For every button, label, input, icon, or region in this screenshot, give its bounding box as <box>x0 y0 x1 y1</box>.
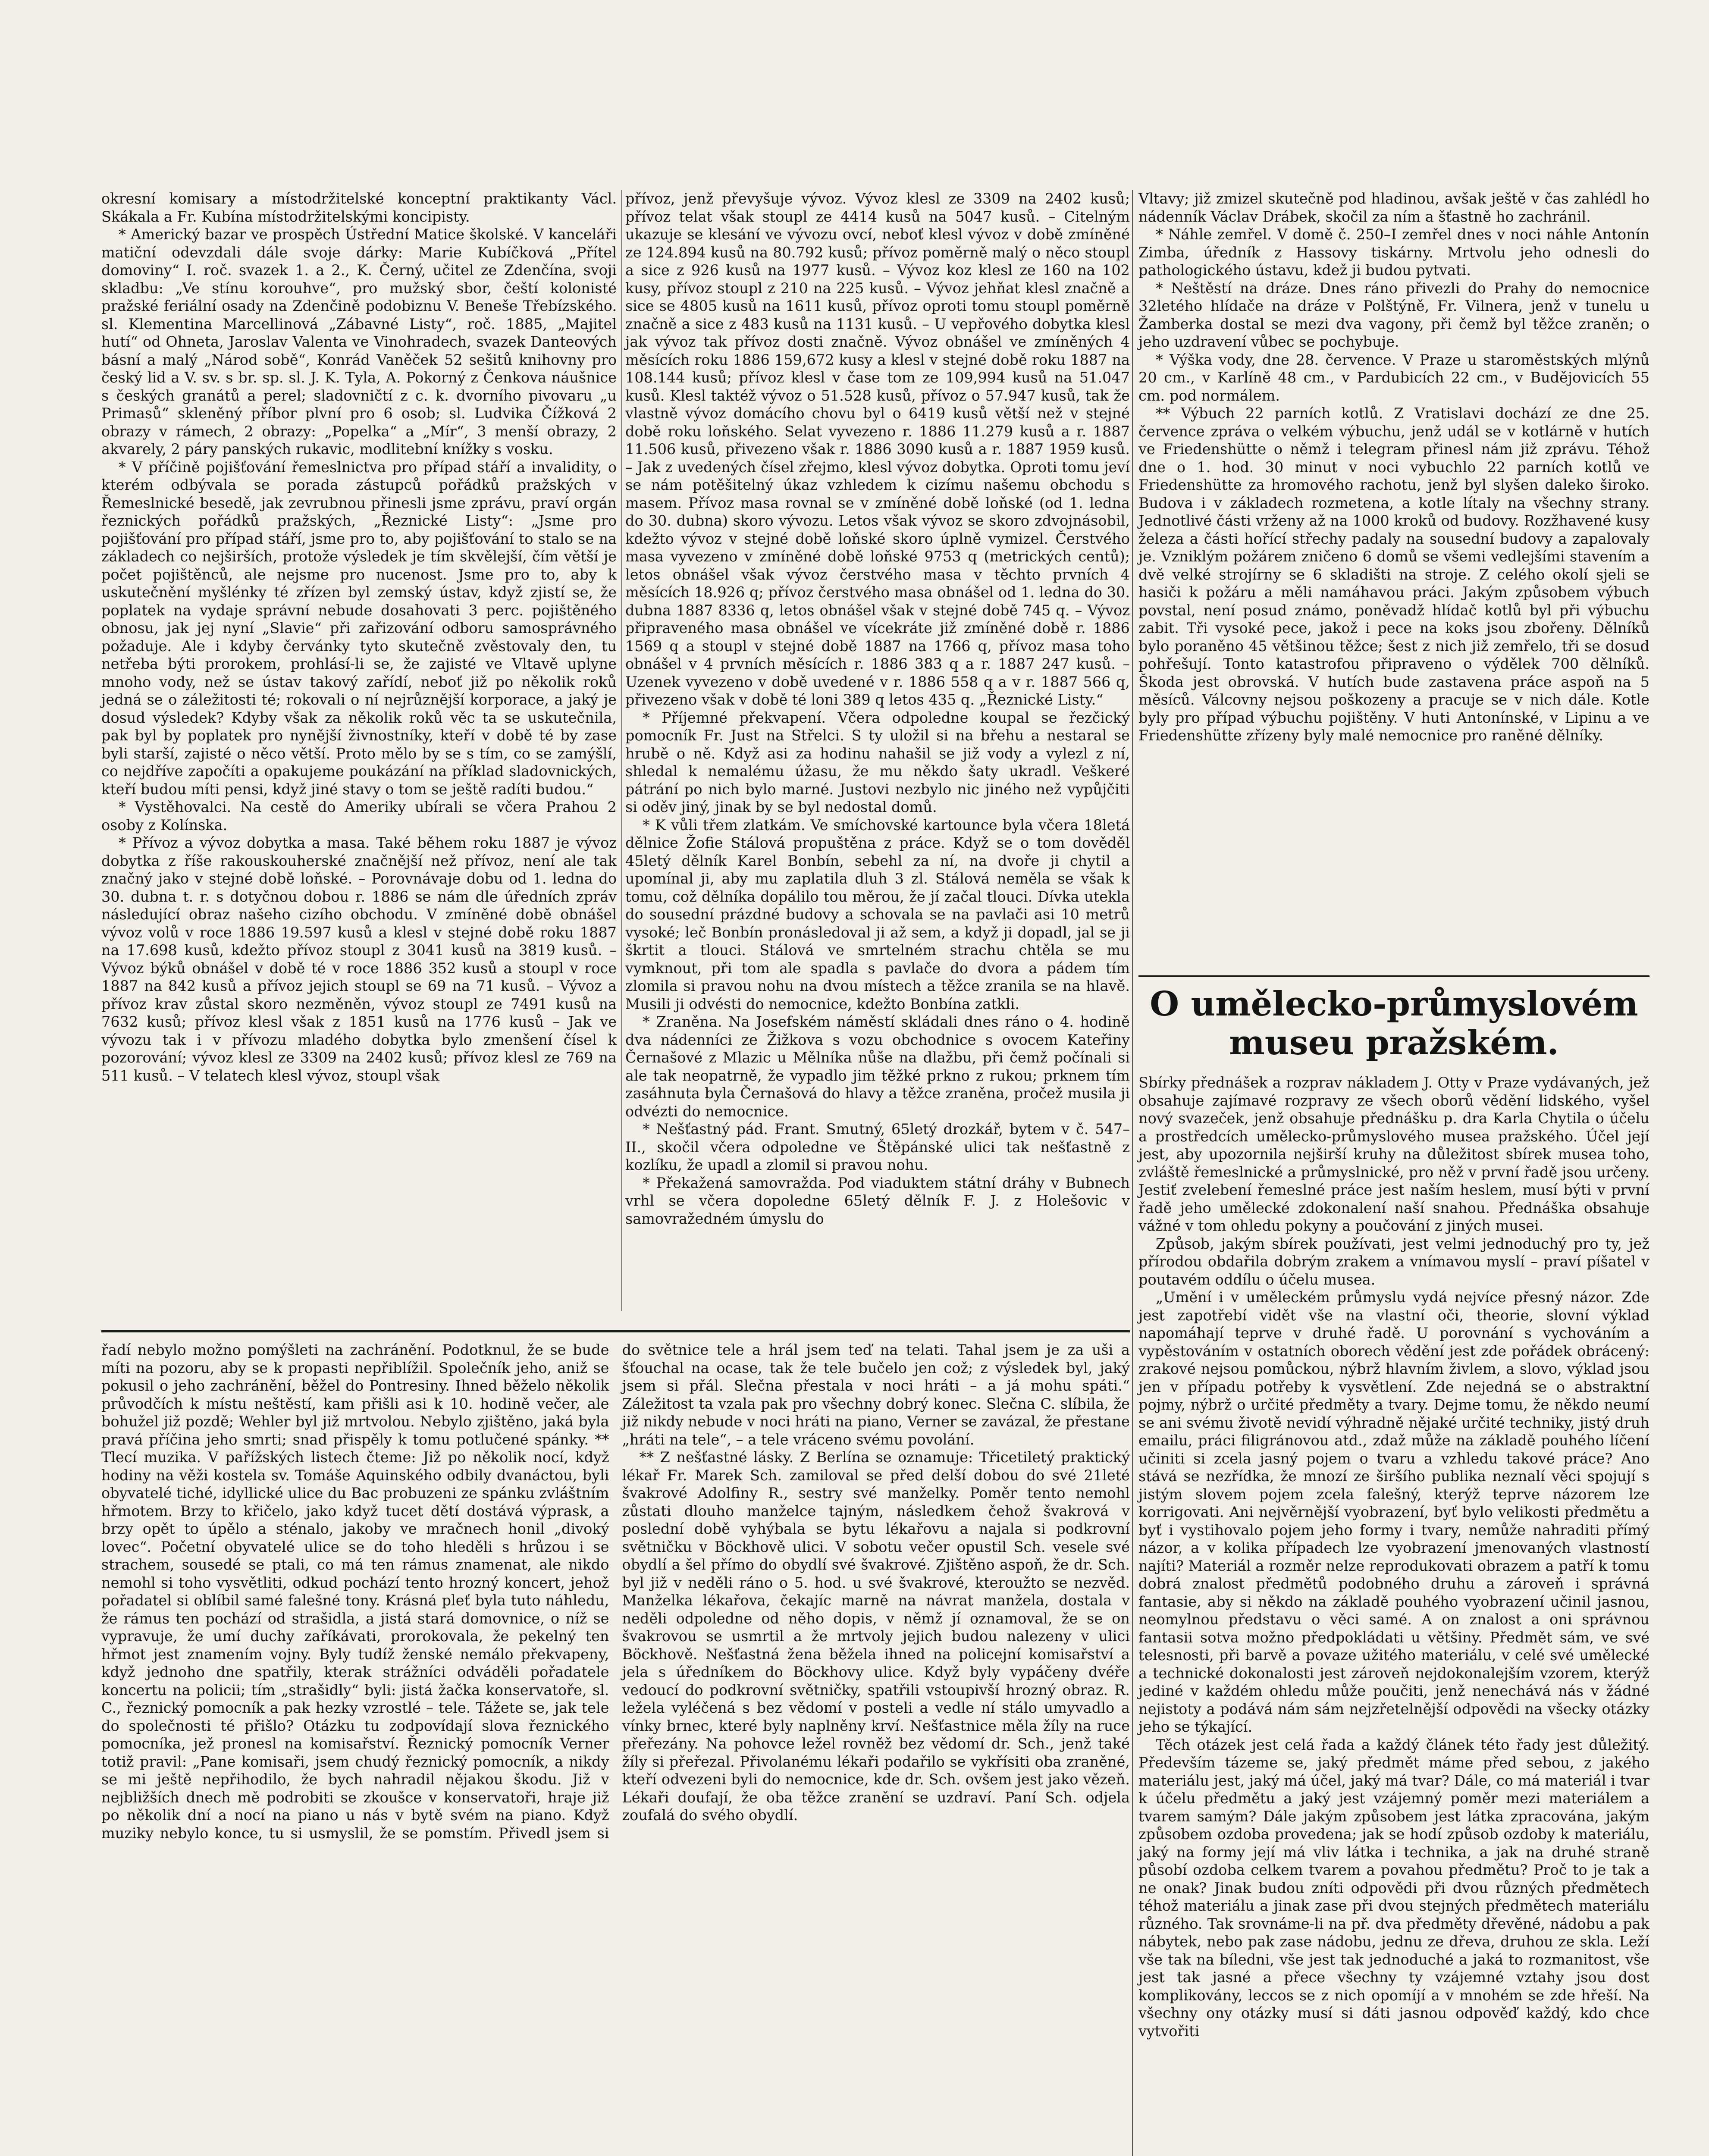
column-2-top <box>625 190 1130 1228</box>
paragraph: Sbírky přednášek a rozprav nákladem J. Otty v Praze vydávaných, jež obsahuje zajímavé rozpravy ze všech oborů vědění lidského, vyšel nový svazeček, jenž obsahuje přednášku p. dra Karla Chytila o účelu a prostředcích umělecko-průmyslového musea pražského. Účel její jest, aby upozornila nejširší kruhy na důležitost sbírek musea toho, zvláště řemeslnické a průmyslnické, pro něž v první řadě jsou určeny. Jestiť zvelebení řemeslné práce jest naším heslem, musí býti v první řadě jeho umělecké zdokonalení naší snahou. Přednáška obsahuje vážné v tom ohledu pokyny a poučování z jiných musei. <box>1138 1074 1649 1234</box>
column-3-bottom <box>1138 1074 1649 2040</box>
paragraph: ** Výbuch 22 parních kotlů. Z Vratislavi dochází ze dne 25. července zpráva o velkém výbuchu, jenž udál se v kotlárně v hutích ve Friedenshütte o němž i telegram přinesl nám již zprávu. Téhož dne o 1. hod. 30 minut v noci vybuchlo 22 parních kotlů ve Friedenshütte za hromového rachotu, jenž byl slyšen daleko široko. Budova i v základech rozmetena, a kotle lítaly na všechny strany. Jednotlivé části vrženy až na 1000 kroků od budovy. Rozžhavené kusy železa a části hořící střechy padaly na sousední budovy a zapalovaly je. Vzniklým požárem zničeno 6 domů se všemi vedlejšími stavením a dvě velké strojírny se 6 skladišti na stroje. Z celého okolí sjeli se hasiči k požáru a měli namáhavou práci. Jakým způsobem výbuch povstal, není posud známo, poněvadž hlídač kotlů byl při výbuchu zabit. Tři vysoké pece, jakož i pece na koks jsou zbořeny. Dělníků bylo poraněno 45 většinou těžce; šest z nich již zemřelo, tři se dosud pohřešují. Tonto katastrofou připraveno o výdělek 700 dělníků. Škoda jest obrovská. V hutích bude zastavena práce aspoň na 5 měsíců. Válcovny nejsou poškozeny a pracuje se v nich dále. Kotle byly pro případ výbuchu pojištěny. V huti Antonínské, v Lipinu a ve Friedenshütte zřízeny byly malé nemocnice pro raněné dělníky. <box>1138 405 1649 744</box>
section-rule <box>101 1330 1130 1332</box>
column-3-top <box>1138 190 1649 745</box>
paragraph: * Americký bazar ve prospěch Ústřední Matice školské. V kanceláři matiční odevzdali dále svoje dárky: Marie Kubíčková „Přítel domoviny“ I. roč. svazek 1. a 2., K. Černý, učitel ze Zdenčína, svoji skladbu: „Ve stínu korouhve“, pro mužský sbor, čeští kolonisté pražské feriální osady na Zdenčině podobiznu V. Beneše Třebízského. sl. Klementina Marcellinová „Zábavné Listy“, roč. 1885, „Majitel hutí“ od Ohneta, Jaroslav Valenta ve Vinohradech, svazek Danteových básní a malý „Národ sobě“, Konrád Vaněček 52 sešitů knihovny pro český lid a V. sv. s br. sp. sl. J. K. Tyla, A. Pokorný z Čenkova náušnice s českých granátů a perel; sladovničtí z c. k. dvorního pivovaru „u Primasů“ skleněný příbor plvní pro 6 osob; sl. Ludvika Čížková 2 obrazy v rámech, 2 obrazy: „Popelka“ a „Mír“, 3 menší obrazy, 2 akvarely, 2 páry panských rukavic, modlitební knížky s vosku. <box>101 226 617 458</box>
paragraph: okresní komisary a místodržitelské konceptní praktikanty Václ. Skákala a Fr. Kubína místodržitelskými koncipisty. <box>101 190 617 225</box>
paragraph: Vltavy; již zmizel skutečně pod hladinou, avšak ještě v čas zahlédl ho nádenník Václav Drábek, skočil za ním a šťastně ho zachránil. <box>1138 190 1649 225</box>
article-heading: O umělecko-průmyslovém museu pražském. <box>1150 984 1638 1062</box>
paragraph: „Umění i v uměleckém průmyslu vydá nejvíce přesný názor. Zde jest zapotřebí vidět vše na vlastní oči, theorie, slovní výklad napomáhají teprve v druhé řadě. U porovnání s vychováním a vypěstováním v ostatních oborech vědění jest zde pořádek obrácený: zrakové nejsou pomůckou, nýbrž hlavním živlem, a slovo, výklad jsou jen v případu potřeby k vysvětlení. Zde nejedná se o abstraktní pojmy, nýbrž o určité předměty a tvary. Dejme tomu, že někdo neumí se ani svému životě nevidí výhradně nějaké určité techniky, jistý druh emailu, práci filigránovou atd., zdaž může na základě pouhého líčení učiniti si zcela jasný pojem o tvaru a vzhledu takové práce? Ano stává se nezřídka, že mnozí ze širšího publika neznalí věci spojují s jistým slovem pojem zcela falešný, kterýž teprve názorem lze korrigovati. Ani nejvěrnější vyobrazení, byť bylo velikosti předmětu a byť i vystihovalo pojem jeho formy i tvary, nemůže nahraditi přímý názor, a v kolika případech lze vyobrazení jmenovaných vlastností najíti? Materiál a rozměr nelze reprodukovati obrazem a patří k tomu dobrá znalost předmětů podobného druhu a zároveň i správná fantasie, aby si někdo na základě pouhého vyobrazení učinil jasnou, neomylnou představu o věci samé. A on znalost a oni správnou fantasii sotva možno předpokládati u většiny. Předmět sám, ve své telesnosti, při barvě a povaze užitého materiálu, v celé své umělecké a technické dokonalosti jest zároveň nejdokonalejším vzorem, kterýž jediné v každém ohledu může poučiti, jenž nenechává nás v žádné nejistoty a podává nám sám nejzřetelnější odpovědi na všecky otázky jeho se týkající. <box>1138 1289 1649 1735</box>
paragraph: * Překažená samovražda. Pod viaduktem státní dráhy v Bubnech vrhl se včera dopoledne 65letý dělník F. J. z Holešovic v samovražedném úmyslu do <box>625 1174 1130 1227</box>
column-separator <box>621 190 622 1311</box>
paragraph: * Vystěhovalci. Na cestě do Ameriky ubírali se včera Prahou 2 osoby z Kolínska. <box>101 799 617 834</box>
paragraph: * Náhle zemřel. V domě č. 250–I zemřel dnes v noci náhle Antonín Zimba, úředník z Hassovy tiskárny. Mrtvolu jeho odnesli do pathologického ústavu, kdež ji budou pytvati. <box>1138 226 1649 279</box>
column-1-bottom <box>101 1341 1130 2156</box>
paragraph: Způsob, jakým sbírek používati, jest velmi jednoduchý pro ty, jež přírodou obdařila dobrým zrakem a vnímavou myslí – praví píšatel v poutavém oddílu o účelu musea. <box>1138 1235 1649 1288</box>
paragraph: * Přívoz a vývoz dobytka a masa. Také během roku 1887 je vývoz dobytka z říše rakouskouherské značnější než přívoz, není ale tak značný jako v stejné době loňské. – Porovnávaje dobu od 1. ledna do 30. dubna t. r. s dotyčnou dobou r. 1886 se nám dle úředních zpráv následující obraz našeho cizího obchodu. V zmíněné době obnášel vývoz volů v roce 1886 19.597 kusů a klesl v stejné době roku 1887 na 17.698 kusů, kdežto přívoz stoupl z 3041 kusů na 3819 kusů. – Vývoz býků obnášel v době té v roce 1886 352 kusů a stoupl v roce 1887 na 842 kusů a přívoz jejich stoupl se 69 na 71 kusů. – Vývoz a přívoz krav zůstal skoro nezměněn, vývoz stoupl ze 7491 kusů na 7632 kusů; přívoz klesl však z 1851 kusů na 1776 kusů – Jak ve vývozu tak i v přívozu mladého dobytka bylo zmenšení čísel k pozorování; vývoz klesl ze 3309 na 2402 kusů; přívoz klesl ze 769 na 511 kusů. – V telatech klesl vývoz, stoupl však <box>101 834 617 1084</box>
paragraph: Těch otázek jest celá řada a každý článek této řady jest důležitý. Především tázeme se, jaký předmět máme před sebou, z jakého materiálu jest, jaký má účel, jaký má tvar? Dále, co má materiál i tvar k účelu předmětu a jaký jest vzájemný poměr mezi materiálem a tvarem samým? Dále jakým způsobem jest látka zpracována, jakým způsobem ozdoba provedena; jak se hodí způsob ozdoby k materiálu, jaký na formy její má vliv látka i technika, a jak na druhé straně působí ozdoba celkem tvarem a povahou předmětu? Proč to je tak a ne onak? Jinak budou zníti odpovědi při dvou různých předmětech téhož materiálu a jinak zase při dvou stejných předmětech materiálu různého. Tak srovnáme-li na př. dva předměty dřevěné, nádobu a pak nábytek, nebo pak zase nádobu, jednu ze dřeva, druhou ze skla. Leží vše tak na bíledni, vše jest tak jednoduché a jaká to rozmanitost, vše jest tak jasné a přece všechny ty vzájemné vztahy jsou dost komplikovány, leccos se z nich opomíjí a v mnohém se zde hřeší. Na všechny ony otázky musí si dáti jasnou odpověď každý, kdo chce vytvořiti <box>1138 1736 1649 2040</box>
paragraph: přívoz, jenž převyšuje vývoz. Vývoz klesl ze 3309 na 2402 kusů; přívoz telat však stoupl ze 4414 kusů na 5047 kusů. – Citelným ukazuje se klesání ve vývozu ovcí, neboť klesl vývoz v době zmíněné ze 124.894 kusů na 80.792 kusů; přívoz poměrně malý o něco stoupl a sice z 926 kusů na 1977 kusů. – Vývoz koz klesl ze 160 na 102 kusy, přívoz stoupl z 210 na 225 kusů. – Vývoz jehňat klesl značně a sice se 4805 kusů na 1611 kusů, přívoz oproti tomu stoupl poměrně značně a sice z 483 kusů na 1131 kusů. – U vepřového dobytka klesl jak vývoz tak přívoz dosti značně. Vývoz obnášel ve zmíněných 4 měsících roku 1886 159,672 kusy a klesl v stejné době roku 1887 na 108.144 kusů; přívoz klesl v čase tom ze 109,994 kusů na 51.047 kusů. Klesl taktéž vývoz o 51.528 kusů, přívoz o 57.947 kusů, tak že vlastně vývoz domácího chovu byl o 6419 kusů větší než v stejné době roku loňského. Selat vyvezeno r. 1886 11.279 kusů a r. 1887 11.506 kusů, přivezeno však r. 1886 3090 kusů a r. 1887 1959 kusů. – Jak z uvedených čísel zřejmo, klesl vývoz dobytka. Oproti tomu jeví se nám potěšitelný úkaz vzhledem k cizímu našemu obchodu s masem. Přívoz masa rovnal se v zmíněné době loňské (od 1. ledna do 30. dubna) skoro vývozu. Letos však vývoz se skoro zdvojnásobil, kdežto vývoz v stejné době loňské skoro úplně vymizel. Čerstvého masa vyvezeno v zmíněné době loňské 9753 q (metrických centů); letos obnášel však vývoz čerstvého masa v těchto prvních 4 měsících 18.926 q; přívoz čerstvého masa obnášel od 1. ledna do 30. dubna 1887 8336 q, letos obnášel však v stejné době 745 q. – Vývoz připraveného masa obnášel ve vícekráte již zmíněné době r. 1886 1569 q a stoupl v stejné době 1887 na 1766 q, přívoz masa toho obnášel v 4 prvních měsících r. 1886 383 q a r. 1887 247 kusů. – Uzenek vyvezeno v době uvedené v r. 1886 558 q a v r. 1887 566 q, přivezeno však v době té loni 389 q letos 435 q. „Řeznické Listy.“ <box>625 190 1130 708</box>
paragraph: * K vůli třem zlatkám. Ve smíchovské kartounce byla včera 18letá dělnice Žofie Stálová propuštěna z práce. Když se o tom dověděl 45letý dělník Karel Bonbín, sebehl za ní, na dvoře ji chytil a upomínal ji, aby mu zaplatila dluh 3 zl. Stálová neměla se však k tomu, což dělníka dopálilo tou měrou, že jí začal tlouci. Dívka utekla do sousední prázdné budovy a schovala se na pavlači asi 10 metrů vysoké; leč Bonbín pronásledoval ji až sem, a když ji dopadl, jal se ji škrtit a tlouci. Stálová ve smrtelném strachu chtěla se mu vymknout, při tom ale spadla s pavlače do dvora a pádem tím zlomila si pravou nohu na dvou místech a těžce zranila se na hlavě. Musili ji odvésti do nemocnice, kdežto Bonbína zatkli. <box>625 816 1130 1012</box>
paragraph: * V příčině pojišťování řemeslnictva pro případ stáří a invalidity, o kterém odbývala se porada zástupců pořádků pražských v Řemeslnické besedě, jak zevrubnou přinesli jsme zprávu, praví orgán řeznických pořádků pražských, „Řeznické Listy“: „Jsme pro pojišťování pro případ stáří, jsme pro to, aby pojišťování to stalo se na základech co nejširších, protože výsledek je tím skvělejší, čím větší je počet pojištěnců, ale nejsme pro nucenost. Jsme pro to, aby k uskutečnění myšlénky té zřízen byl zemský ústav, když zjistí se, že poplatek na vydaje správní nebude dosahovati 3 perc. pojištěného obnosu, jak jej nyní „Slavie“ při zařizování odboru samosprávného požaduje. Ale i kdyby červánky tyto skutečně zvěstovaly den, tu netřeba býti prorokem, prohlásí-li se, že zajisté ve Vltavě uplyne mnoho vody, než se ústav takový zařídí, neboť již po několik roků jedná se o záležitosti té; rokovali o ní nejrůznější korporace, a jaký je dosud výsledek? Kdyby však za několik roků věc ta se uskutečnila, pak byl by poplatek pro nynější živnostníky, kteří v době té by zase byli starší, zajisté o něco větší. Proto mělo by se s tím, co se zamýšlí, co nejdříve započíti a opakujeme poukázání na příklad sladovnických, kteří budou míti pensi, když jiné stavy o tom se ještě radíti budou.“ <box>101 458 617 798</box>
paragraph: * Neštěstí na dráze. Dnes ráno přivezli do Prahy do nemocnice 32letého hlídače na dráze v Polštýně, Fr. Vilnera, jenž v tunelu u Žamberka dostal se mezi dva vagony, při čemž byl těžce zraněn; o jeho uzdravení vůbec se pochybuje. <box>1138 279 1649 350</box>
column-separator <box>1132 190 1133 2156</box>
paragraph: * Příjemné překvapení. Včera odpoledne koupal se řezčický pomocník Fr. Just na Střelci. S ty uložil si na břehu a nestaral se hrubě o ně. Když asi za hodinu nahašil se již vody a vylezl z ní, shledal k nemalému úžasu, že mu někdo šaty ukradl. Veškeré pátrání po nich bylo marné. Justovi nezbylo nic jiného než vypůjčiti si oděv jiný, jinak by se byl nedostal domů. <box>625 709 1130 815</box>
paragraph: * Zraněna. Na Josefském náměstí skládali dnes ráno o 4. hodině dva nádenníci ze Žižkova s vozu obchodnice s ovocem Kateřiny Černašové z Mlazic u Mělníka nůše na dlažbu, při čemž počínali si ale tak neopatrně, že vypadlo jim těžké prkno z rukou; prknem tím zasáhnuta byla Černašová do hlavy a těžce zraněna, pročež musila ji odvézti do nemocnice. <box>625 1013 1130 1120</box>
heading-rule <box>1138 975 1649 977</box>
paragraph: ** Z nešťastné lásky. Z Berlína se oznamuje: Třicetiletý praktický lékař Fr. Marek Sch. zamiloval se před delší dobou do své 21leté švakrové Adolfiny R., sestry své manželky. Poměr tento nemohl zůstati dlouho manželce tajným, následkem čehož švakrová v poslední době vyhýbala se bytu lékařovu a najala si podkrovní světničku v Böckhově ulici. V sobotu večer opustil Sch. vesele své obydlí a šel přímo do obydlí své švakrové. Zjištěno aspoň, že dr. Sch. byl již v neděli ráno o 5. hod. u své švakrové, kteroužto se nezvěd. Manželka lékařova, čekajíc marně na návrat manžela, dostala v neděli odpoledne od něho dopis, v němž jí oznamoval, že se on švakrovou se usmrtil a že mrtvoly jejich budou nalezeny v ulici Böckhově. Nešťastná žena běžela ihned na policejní komisařství a jela s úředníkem do Böckhovy ulice. Když byly vypáčeny dvéře vedoucí do podkrovní světničky, spatřili vstoupivší hrozný obraz. R. ležela vyléčená s bez vědomí v posteli a vedle ní stálo umyvadlo a vínky brnec, které byly naplněny krví. Nešťastnice měla žíly na ruce přeřezány. Na pohovce ležel rovněž bez vědomí dr. Sch., jenž také žíly si přeřezal. Přivolanému lékaři podařilo se vykřísiti oba zraněné, kteří odvezeni byli do nemocnice, kde dr. Sch. ovšem jest jako vězeň. Lékaři doufají, že oba těžce zranění se uzdraví. Paní Sch. odjela zoufalá do svého obydlí. <box>622 1449 1130 1824</box>
paragraph: * Výška vody, dne 28. července. V Praze u staroměstských mlýnů 20 cm., v Karlíně 48 cm., v Pardubicích 22 cm., v Budějovicích 55 cm. pod normálem. <box>1138 351 1649 404</box>
paragraph: * Nešťastný pád. Frant. Smutný, 65letý drozkář, bytem v č. 547–II., skočil včera odpoledne ve Štěpánské ulici tak nešťastně z kozlíku, že upadl a zlomil si pravou nohu. <box>625 1121 1130 1173</box>
paragraph: řadí nebylo možno pomýšleti na zachránění. Podotknul, že se bude míti na pozoru, aby se k propasti nepřiblížil. Společník jeho, aniž se pokusil o jeho zachránění, běžel do Pontresiny. Ihned běželo několik průvodčích k místu neštěstí, kam přišli asi k 10. hodině večer, ale bohužel již pozdě; Wehler byl již mrtvolou. Nebylo zjištěno, jaká byla pravá příčina jeho smrti; snad přispěly k tomu potlučené spánky. ** Tlecí muzika. V pařížských listech čteme: Již po několik nocí, když hodiny na věži kostela sv. Tomáše Aquinského odbily dvanáctou, byli obyvatelé tiché, idyllické ulice du Bac probuzeni ze spánku zvláštním hřmotem. Brzy to křičelo, jako když tucet dětí dostává výprask, a brzy opět to úpělo a sténalo, jakoby ve mračnech honil „divoký lovec“. Početní obyvatelé ulice se do toho hleděli s hrůzou i se strachem, sousedé se ptali, co má ten rámus znamenat, ale nikdo nemohl si toho vysvětliti, odkud pochází tento hrozný koncert, jehož pořadatel si oblíbil samé falešné tony. Krásná pleť byla tuto náhledu, že rámus ten pochází od strašidla, a jistá stará domovnice, o níž se vypravuje, že umí duchy zaříkávati, prorokovala, že pekelný ten hřmot jest znamením vojny. Byly tudíž ženské nemálo překvapeny, když jednoho dne spatřily, kterak strážníci odváděli pořadatele koncertu na policii; tím „strašidly“ byli: jistá žačka konservatoře, sl. C., řeznický pomocník a pak hezky vzrostlé – tele. Tážete se, jak tele do společnosti té přišlo? Otázku tu zodpovídají slova řeznického pomocníka, jež pronesl na komisařství. Řeznický pomocník Verner totiž pravil: „Pane komisaři, jsem chudý řeznický pomocník, a nikdy se mi ještě nepřihodilo, že bych nahradil nějakou škodu. Již v nejbližších dnech mě podrobiti se zkoušce v konservatoři, hraje již po několik dní a nocí na piano u nás v bytě svém na piano. Když muziky nebylo konce, tu si usmyslil, že se pomstím. Přivedl jsem si do světnice tele a hrál jsem teď na telati. Tahal jsem je za uši a šťouchal na ocase, tak že tele bučelo jen což; z výsledek byl, jaký jsem si přál. Slečna přestala v noci hráti – a já mohu spáti.“ Záležitost ta vzala pak pro všechny dobrý konec. Slečna C. slíbila, že již nikdy nebude v noci hráti na piano, Verner se zavázal, že přestane „hráti na tele“, – a tele vráceno svému povolání. <box>101 1341 1130 1842</box>
column-1 <box>101 190 617 1084</box>
